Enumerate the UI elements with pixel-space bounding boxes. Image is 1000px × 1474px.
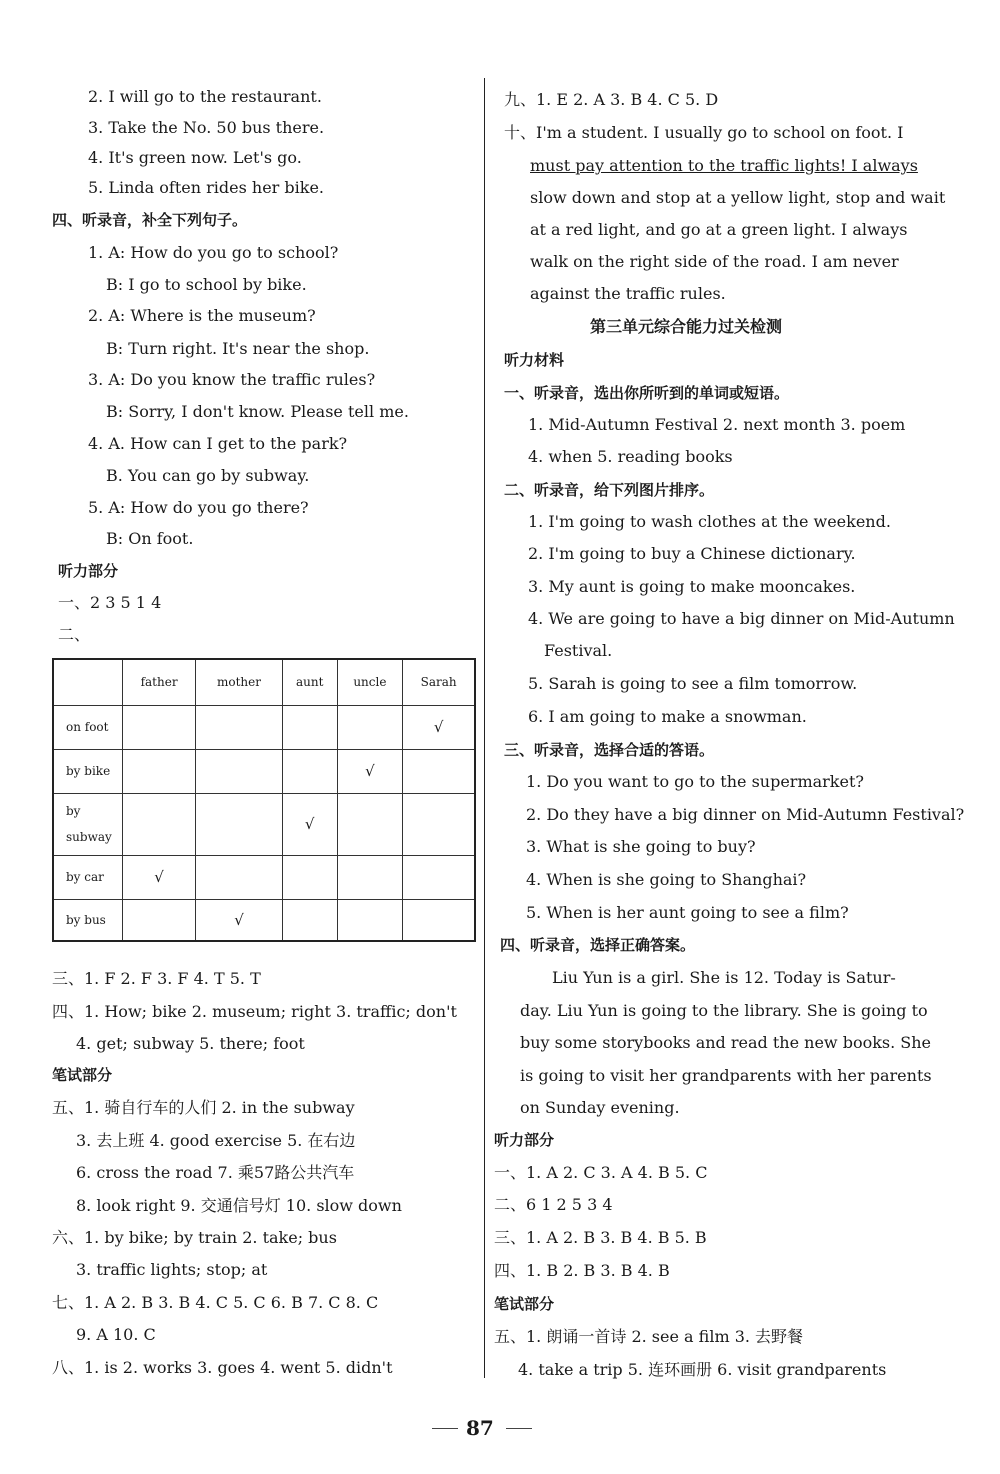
table-row xyxy=(53,899,475,941)
check-cell xyxy=(282,749,337,793)
text-line: 二、 xyxy=(58,625,91,644)
text-line: 5. When is her aunt going to see a film? xyxy=(526,903,849,922)
answer-line: 6. cross the road 7. 乘57路公共汽车 xyxy=(76,1163,355,1182)
section-heading: 笔试部分 xyxy=(494,1295,555,1313)
check-cell: √ xyxy=(282,793,337,855)
answer-line: 9. A 10. C xyxy=(76,1325,156,1344)
text-line: 1. Mid-Autumn Festival 2. next month 3. poem xyxy=(528,415,906,434)
answer-line: 九、1. E 2. A 3. B 4. C 5. D xyxy=(504,90,719,109)
check-cell xyxy=(123,899,196,941)
answer-line: 三、1. F 2. F 3. F 4. T 5. T xyxy=(52,969,261,988)
check-cell xyxy=(196,749,283,793)
answer-line: 3. 去上班 4. good exercise 5. 在右边 xyxy=(76,1131,356,1150)
section-heading: 一、听录音，选出你所听到的单词或短语。 xyxy=(504,384,790,402)
text-line: 4. A. How can I get to the park? xyxy=(88,434,348,453)
unit-title: 第三单元综合能力过关检测 xyxy=(590,317,783,336)
text-line: 5. A: How do you go there? xyxy=(88,498,309,517)
check-cell: √ xyxy=(123,855,196,899)
row-label: by bike xyxy=(53,749,123,793)
check-cell xyxy=(123,705,196,749)
answer-line: 七、1. A 2. B 3. B 4. C 5. C 6. B 7. C 8. C xyxy=(52,1293,379,1312)
text-line: Liu Yun is a girl. She is 12. Today is Satur- xyxy=(552,968,896,987)
page-number: 87 xyxy=(466,1416,494,1440)
section-heading: 三、听录音，选择合适的答语。 xyxy=(504,741,715,759)
table-row xyxy=(53,749,475,793)
check-cell xyxy=(337,705,403,749)
essay-line: walk on the right side of the road. I am never xyxy=(530,252,899,271)
table-header-cell: father xyxy=(123,659,196,705)
footer-dash xyxy=(506,1428,532,1429)
row-label: on foot xyxy=(53,705,123,749)
check-cell xyxy=(337,855,403,899)
text-line: 2. Do they have a big dinner on Mid-Autumn Festival? xyxy=(526,805,965,824)
answer-line: 五、1. 骑自行车的人们 2. in the subway xyxy=(52,1098,355,1117)
text-line: 一、2 3 5 1 4 xyxy=(58,593,162,612)
section-heading: 四、听录音，补全下列句子。 xyxy=(52,211,248,229)
essay-line: must pay attention to the traffic lights! I always xyxy=(530,156,918,175)
table-row xyxy=(53,705,475,749)
text-line: Festival. xyxy=(544,641,613,660)
answer-line: 4. take a trip 5. 连环画册 6. visit grandparents xyxy=(518,1360,887,1379)
check-cell: √ xyxy=(337,749,403,793)
check-cell: √ xyxy=(403,705,475,749)
column-divider xyxy=(484,78,485,1378)
answer-line: 四、1. How; bike 2. museum; right 3. traffic; don't xyxy=(52,1002,457,1021)
row-label: by bus xyxy=(53,899,123,941)
answer-line: 3. traffic lights; stop; at xyxy=(76,1260,268,1279)
table-header-cell: mother xyxy=(196,659,283,705)
text-line: 2. A: Where is the museum? xyxy=(88,306,316,325)
text-line: buy some storybooks and read the new books. She xyxy=(520,1033,932,1052)
text-line: 4. We are going to have a big dinner on Mid-Autumn xyxy=(528,609,955,628)
check-cell xyxy=(337,793,403,855)
answer-line: 二、6 1 2 5 3 4 xyxy=(494,1195,613,1214)
answer-line: 8. look right 9. 交通信号灯 10. slow down xyxy=(76,1196,402,1215)
text-line: 4. When is she going to Shanghai? xyxy=(526,870,807,889)
table-header-cell: Sarah xyxy=(403,659,475,705)
section-heading: 四、听录音，选择正确答案。 xyxy=(500,936,696,954)
essay-line: 十、I'm a student. I usually go to school on foot. I xyxy=(504,123,904,142)
text-line: 1. A: How do you go to school? xyxy=(88,243,339,262)
section-heading: 笔试部分 xyxy=(52,1066,113,1084)
text-line: is going to visit her grandparents with her parents xyxy=(520,1066,932,1085)
answer-line: 三、1. A 2. B 3. B 4. B 5. B xyxy=(494,1228,707,1247)
answer-line: 八、1. is 2. works 3. goes 4. went 5. didn't xyxy=(52,1358,393,1377)
text-line: 3. Take the No. 50 bus there. xyxy=(88,118,325,137)
text-line: B: On foot. xyxy=(106,529,194,548)
text-line: 1. I'm going to wash clothes at the weekend. xyxy=(528,512,891,531)
text-line: 2. I will go to the restaurant. xyxy=(88,87,322,106)
essay-line: slow down and stop at a yellow light, stop and wait xyxy=(530,188,946,207)
text-line: B: I go to school by bike. xyxy=(106,275,307,294)
table-row xyxy=(53,793,475,855)
check-cell xyxy=(403,793,475,855)
footer-dash xyxy=(432,1428,458,1429)
text-line: 3. A: Do you know the traffic rules? xyxy=(88,370,376,389)
answer-line: 四、1. B 2. B 3. B 4. B xyxy=(494,1261,670,1280)
text-line: 3. What is she going to buy? xyxy=(526,837,756,856)
table-header-cell xyxy=(53,659,123,705)
answer-line: 4. get; subway 5. there; foot xyxy=(76,1034,305,1053)
check-cell xyxy=(403,899,475,941)
section-heading: 听力部分 xyxy=(494,1131,555,1149)
text-line: on Sunday evening. xyxy=(520,1098,680,1117)
check-cell xyxy=(282,855,337,899)
section-heading: 二、听录音，给下列图片排序。 xyxy=(504,481,715,499)
answer-line: 一、1. A 2. C 3. A 4. B 5. C xyxy=(494,1163,708,1182)
table-header-row xyxy=(53,659,475,705)
section-heading: 听力部分 xyxy=(58,562,119,580)
text-line: B. You can go by subway. xyxy=(106,466,310,485)
row-label: by car xyxy=(53,855,123,899)
check-cell xyxy=(337,899,403,941)
text-line: 4. It's green now. Let's go. xyxy=(88,148,302,167)
text-line: B: Sorry, I don't know. Please tell me. xyxy=(106,402,409,421)
check-cell xyxy=(196,705,283,749)
table-header-cell: aunt xyxy=(282,659,337,705)
transport-table xyxy=(52,658,476,942)
answer-line: 五、1. 朗诵一首诗 2. see a film 3. 去野餐 xyxy=(494,1327,804,1346)
table-row xyxy=(53,855,475,899)
table-header-cell: uncle xyxy=(337,659,403,705)
text-line: 2. I'm going to buy a Chinese dictionary. xyxy=(528,544,856,563)
check-cell xyxy=(403,855,475,899)
answer-line: 六、1. by bike; by train 2. take; bus xyxy=(52,1228,337,1247)
text-line: B: Turn right. It's near the shop. xyxy=(106,339,370,358)
essay-line: at a red light, and go at a green light. I always xyxy=(530,220,908,239)
text-line: 5. Linda often rides her bike. xyxy=(88,178,324,197)
text-line: 1. Do you want to go to the supermarket? xyxy=(526,772,864,791)
check-cell xyxy=(196,855,283,899)
text-line: 6. I am going to make a snowman. xyxy=(528,707,807,726)
text-line: 3. My aunt is going to make mooncakes. xyxy=(528,577,856,596)
check-cell xyxy=(282,705,337,749)
essay-line: against the traffic rules. xyxy=(530,284,726,303)
text-line: 5. Sarah is going to see a film tomorrow. xyxy=(528,674,858,693)
check-cell xyxy=(123,793,196,855)
check-cell: √ xyxy=(196,899,283,941)
row-label: by subway xyxy=(53,793,123,855)
text-line: 4. when 5. reading books xyxy=(528,447,733,466)
check-cell xyxy=(282,899,337,941)
section-heading: 听力材料 xyxy=(504,351,565,369)
text-line: day. Liu Yun is going to the library. She is going to xyxy=(520,1001,928,1020)
check-cell xyxy=(196,793,283,855)
check-cell xyxy=(403,749,475,793)
check-cell xyxy=(123,749,196,793)
